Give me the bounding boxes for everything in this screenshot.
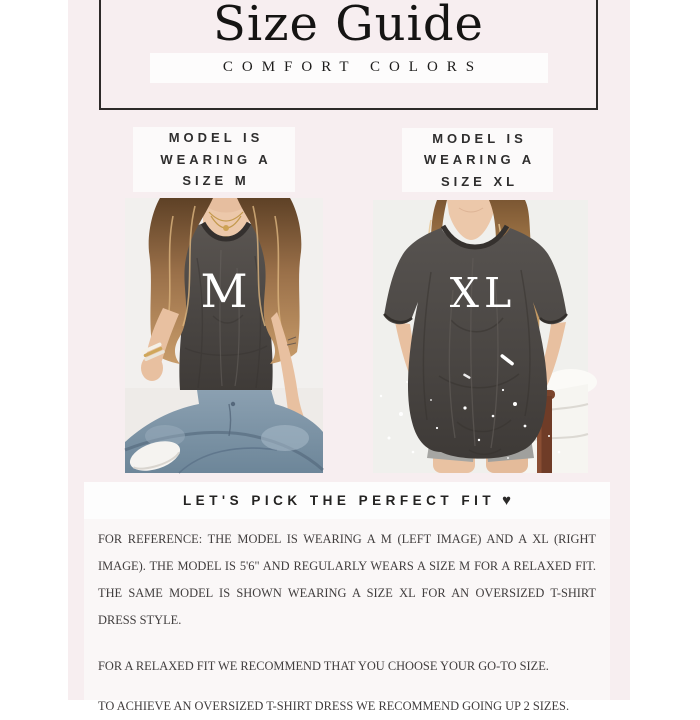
page-title: Size Guide (213, 0, 484, 52)
fit-heading-bar (84, 482, 610, 519)
size-label-line: MODEL IS (432, 130, 527, 146)
brand-subtitle: COMFORT COLORS (222, 59, 484, 76)
size-label-line: WEARING A (423, 152, 536, 168)
size-label-line: MODEL IS (168, 130, 264, 146)
reference-line: FOR REFERENCE: THE MODEL IS WEARING A M (LEFT IMAGE) AND A XL (RIGHT (98, 532, 596, 546)
shirt-size-letter-xl: XL (449, 269, 517, 317)
size-label-xl (402, 128, 553, 192)
model-xl-illustration (373, 200, 588, 473)
pink-background (68, 0, 630, 713)
header-box (99, 0, 598, 110)
relaxed-fit-paragraph: FOR A RELAXED FIT WE RECOMMEND THAT YOU CHOOSE YOUR GO-TO SIZE. (98, 659, 549, 673)
fit-heading: LET'S PICK THE PERFECT FIT (182, 493, 496, 508)
oversized-fit-paragraph: TO ACHIEVE AN OVERSIZED T-SHIRT DRESS WE RECOMMEND GOING UP 2 SIZES. (98, 699, 570, 713)
model-photo-size-m (125, 198, 323, 473)
reference-line: THE SAME MODEL IS SHOWN WEARING A SIZE XL FOR AN OVERSIZED T-SHIRT (98, 586, 596, 600)
shirt-size-letter-m: M (200, 264, 248, 318)
reference-paragraph (98, 526, 596, 634)
model-photo-size-xl (373, 200, 588, 473)
size-label-line: SIZE XL (440, 173, 519, 189)
size-label-m (133, 127, 295, 192)
size-label-line: SIZE M (182, 173, 250, 189)
reference-line: IMAGE). THE MODEL IS 5'6" AND REGULARLY WEARS A SIZE M FOR A RELAXED FIT. (98, 559, 596, 573)
fit-body-copy (84, 519, 610, 720)
fit-guide-panel (84, 482, 610, 713)
model-m-illustration (125, 198, 323, 473)
heart-icon: ♥ (502, 492, 512, 509)
size-label-line: WEARING A (160, 151, 272, 167)
reference-line: DRESS STYLE. (98, 613, 182, 627)
brand-subtitle-strip (150, 53, 548, 83)
